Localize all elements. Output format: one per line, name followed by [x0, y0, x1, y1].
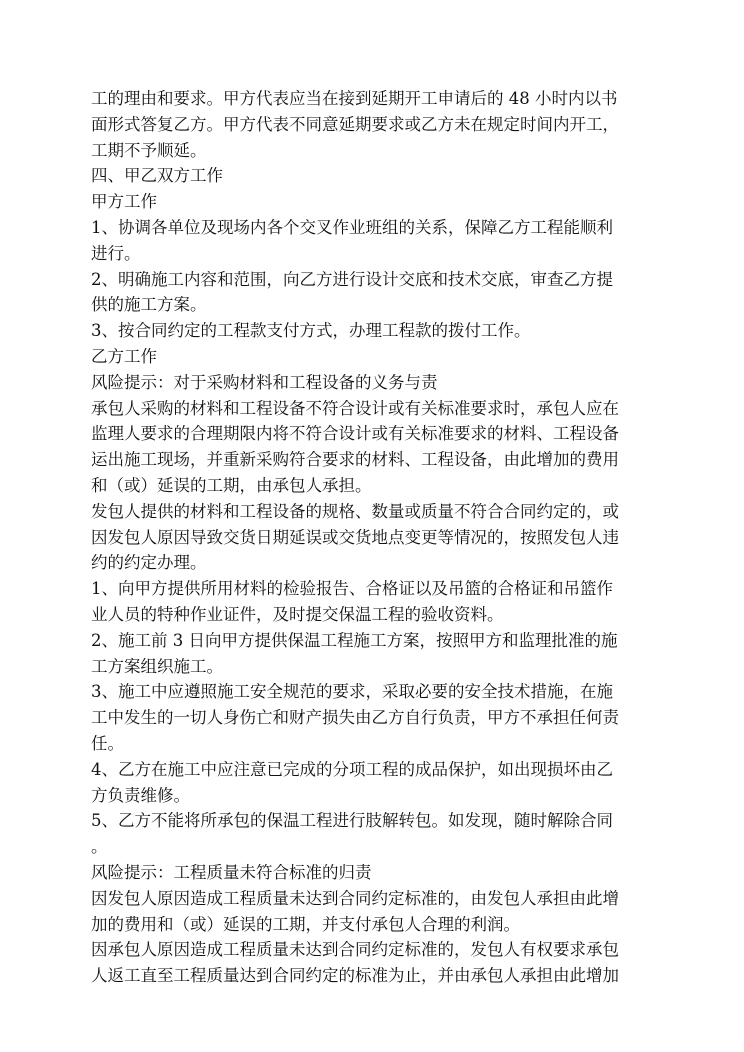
- text-line: 1、向甲方提供所用材料的检验报告、合格证以及吊篮的合格证和吊篮作: [91, 579, 613, 599]
- text-line: 工方案组织施工。: [91, 656, 223, 676]
- text-line: 因发包人原因造成工程质量未达到合同约定标准的，由发包人承担由此增: [91, 888, 619, 908]
- text-line: 3、施工中应遵照施工安全规范的要求，采取必要的安全技术措施，在施: [91, 682, 613, 702]
- text-line: 人返工直至工程质量达到合同约定的标准为止，并由承包人承担由此增加: [91, 966, 619, 986]
- text-line: 和（或）延误的工期，由承包人承担。: [91, 475, 372, 495]
- text-line: 供的施工方案。: [91, 295, 207, 315]
- subsection-heading: 甲方工作: [91, 192, 157, 212]
- text-line: 监理人要求的合理期限内将不符合设计或有关标准要求的材料、工程设备: [91, 424, 619, 444]
- risk-note: 风险提示：工程质量未符合标准的归责: [91, 862, 372, 882]
- text-line: 5、乙方不能将所承包的保温工程进行肢解转包。如发现，随时解除合同: [91, 811, 613, 831]
- text-line: 工期不予顺延。: [91, 140, 207, 160]
- text-line: 2、施工前 3 日向甲方提供保温工程施工方案，按照甲方和监理批准的施: [91, 630, 618, 650]
- text-line: 2、明确施工内容和范围，向乙方进行设计交底和技术交底，审查乙方提: [91, 269, 613, 289]
- text-line: 。: [91, 837, 108, 857]
- text-line: 运出施工现场，并重新采购符合要求的材料、工程设备，由此增加的费用: [91, 450, 619, 470]
- text-line: 因承包人原因造成工程质量未达到合同约定标准的，发包人有权要求承包: [91, 940, 619, 960]
- risk-note: 风险提示：对于采购材料和工程设备的义务与责: [91, 372, 438, 392]
- text-line: 3、按合同约定的工程款支付方式，办理工程款的拨付工作。: [91, 321, 531, 341]
- text-line: 工的理由和要求。甲方代表应当在接到延期开工申请后的 48 小时内以书: [91, 89, 618, 108]
- text-line: 4、乙方在施工中应注意已完成的分项工程的成品保护，如出现损坏由乙: [91, 759, 613, 779]
- text-line: 承包人采购的材料和工程设备不符合设计或有关标准要求时，承包人应在: [91, 398, 619, 418]
- text-line: 方负责维修。: [91, 785, 190, 805]
- text-line: 业人员的特种作业证件，及时提交保温工程的验收资料。: [91, 604, 504, 624]
- text-line: 发包人提供的材料和工程设备的规格、数量或质量不符合合同约定的，或: [91, 501, 619, 521]
- text-line: 加的费用和（或）延误的工期，并支付承包人合理的利润。: [91, 914, 520, 934]
- text-line: 因发包人原因导致交货日期延误或交货地点变更等情况的，按照发包人违: [91, 527, 619, 547]
- text-line: 任。: [91, 733, 124, 753]
- text-line: 进行。: [91, 243, 141, 263]
- document-body: [91, 86, 651, 989]
- section-heading: 四、甲乙双方工作: [91, 166, 223, 186]
- text-line: 工中发生的一切人身伤亡和财产损失由乙方自行负责，甲方不承担任何责: [91, 708, 619, 728]
- text-line: 面形式答复乙方。甲方代表不同意延期要求或乙方未在规定时间内开工，: [91, 114, 619, 134]
- text-line: 1、协调各单位及现场内各个交叉作业班组的关系，保障乙方工程能顺利: [91, 217, 613, 237]
- subsection-heading: 乙方工作: [91, 346, 157, 366]
- text-line: 约的约定办理。: [91, 553, 207, 573]
